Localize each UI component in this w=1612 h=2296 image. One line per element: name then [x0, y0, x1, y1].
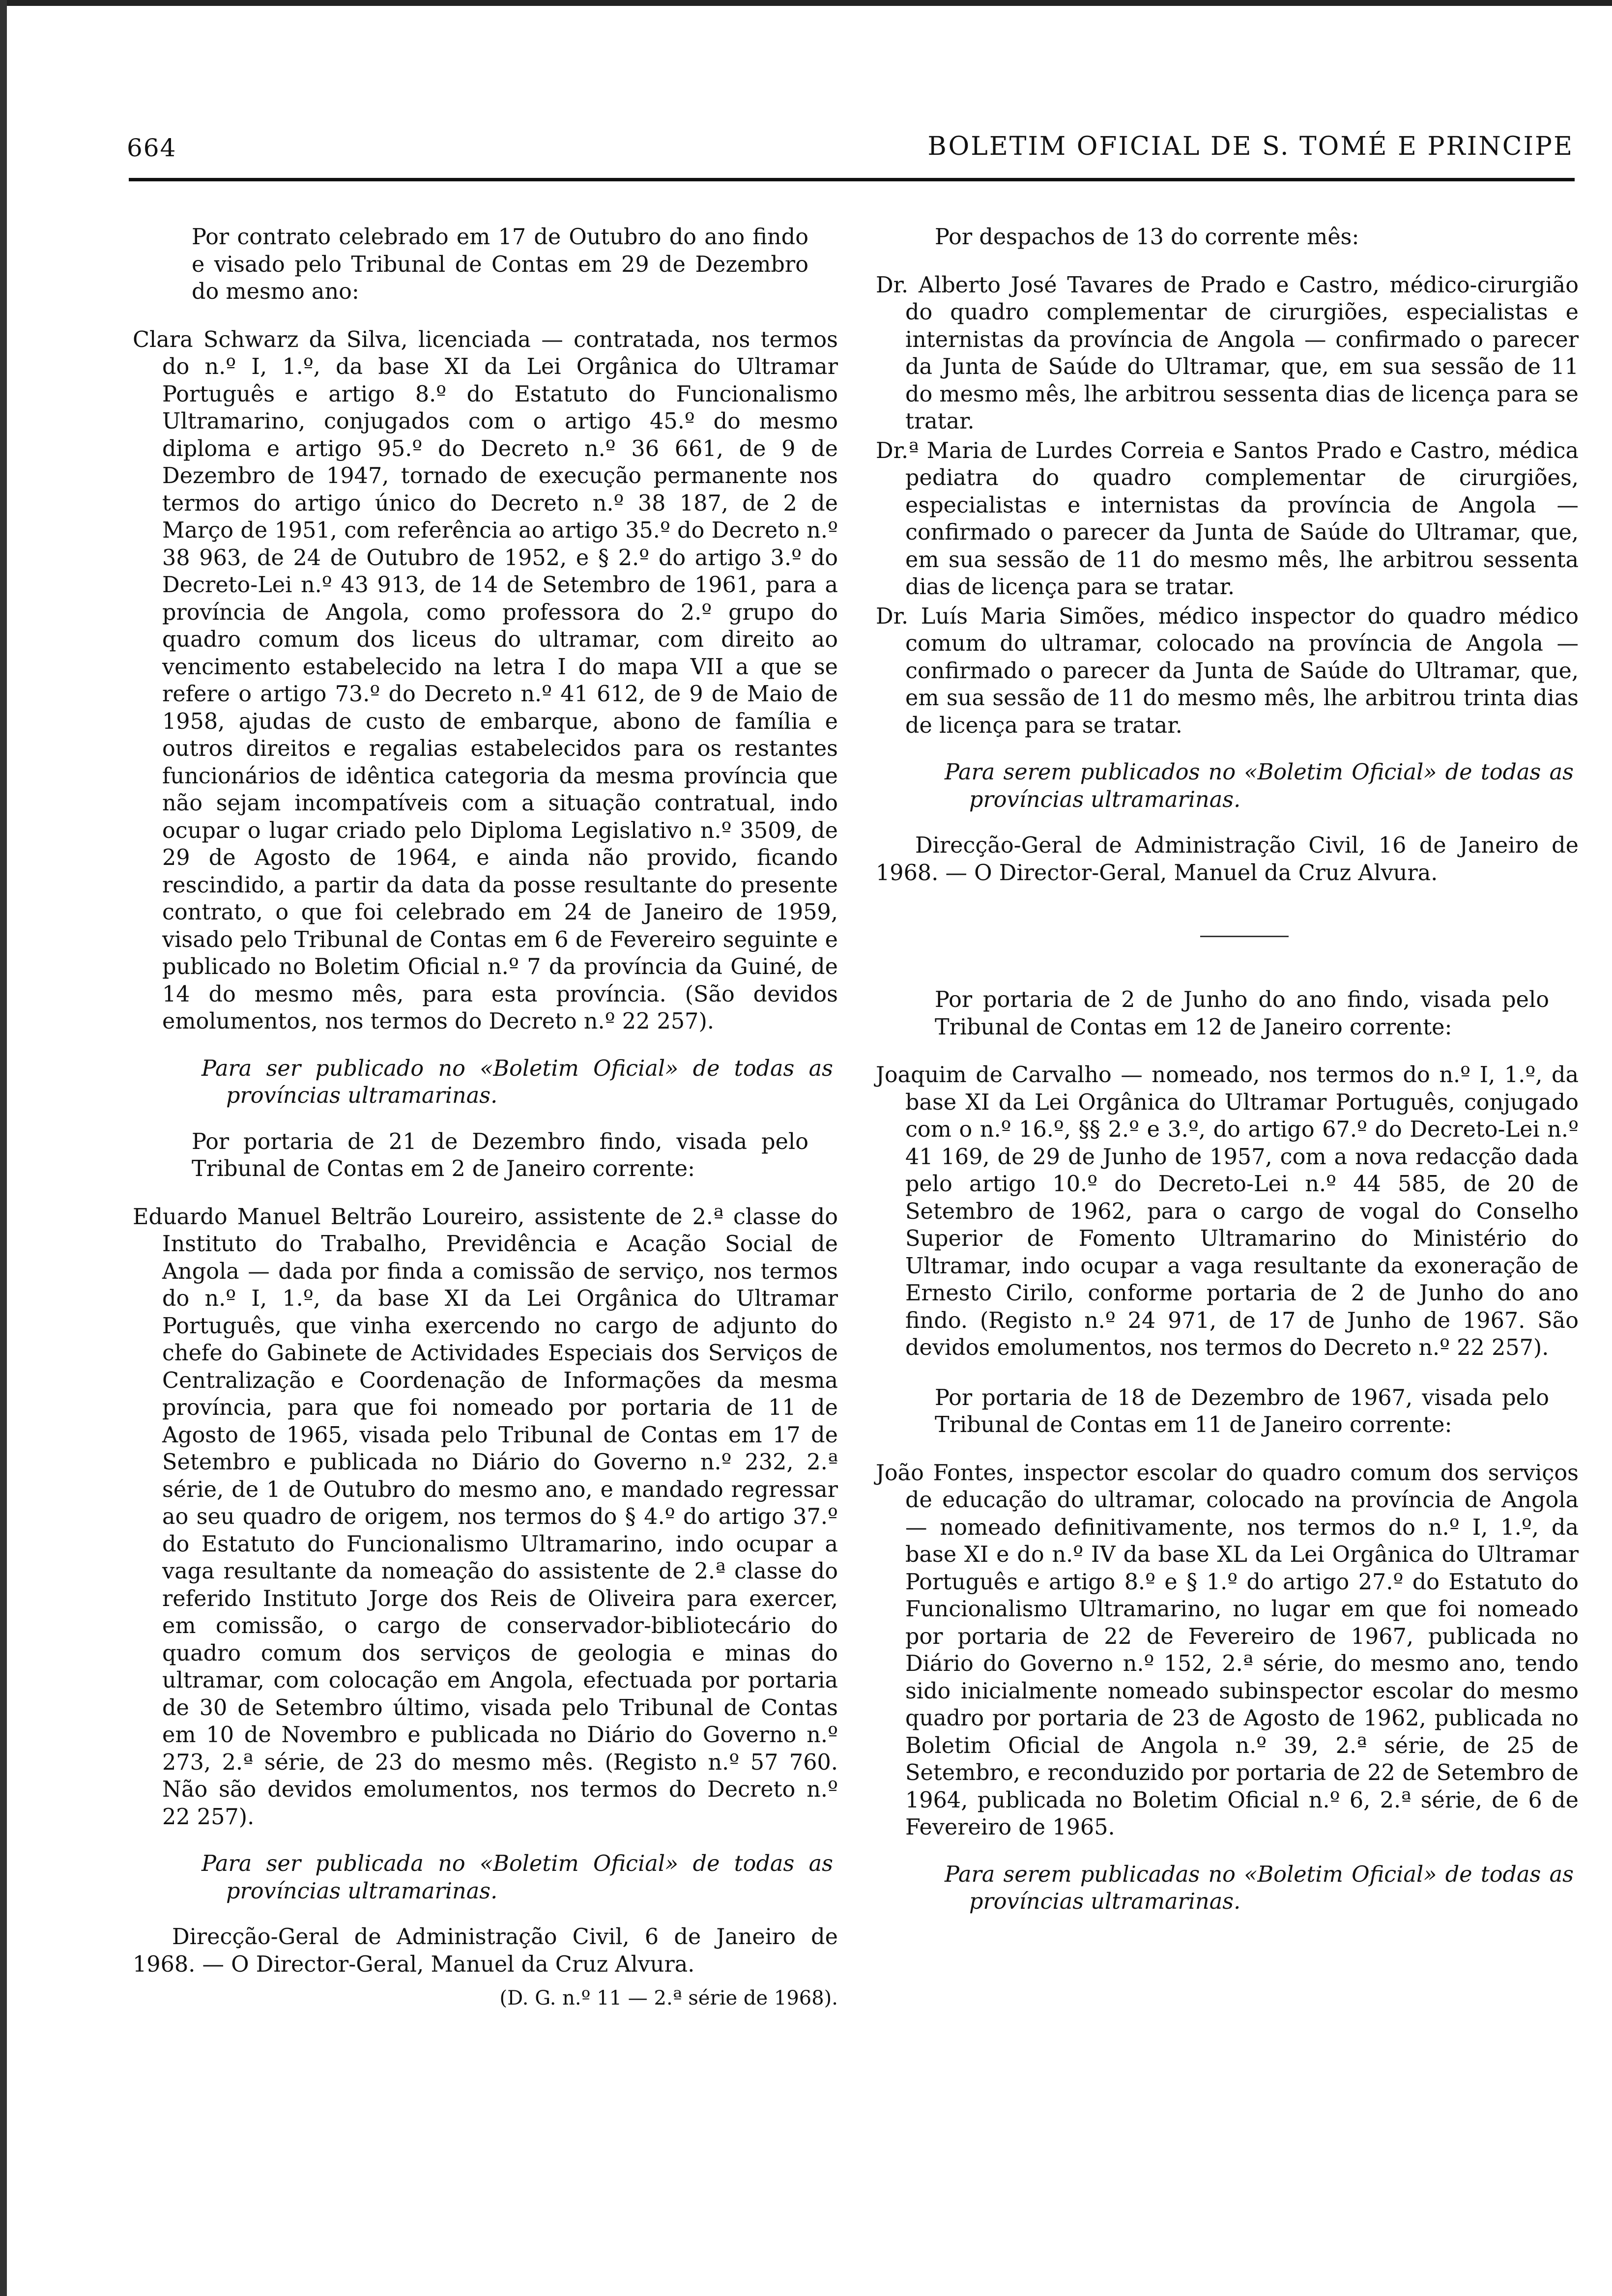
entry-eduardo-loureiro: Eduardo Manuel Beltrão Loureiro, assistente de 2.ª classe do Instituto do Trabalho, Previdência e Acação Social de Angola — dada por finda a comissão de serviço, nos termos do n.º I, 1.º, da base XI da Lei Orgânica do Ultramar Português, que vinha exercendo no cargo de adjunto do chefe do Gabinete de Actividades Especiais dos Serviços de Centralização e Coordenação de Informações da mesma província, para que foi nomeado por portaria de 11 de Agosto de 1965, visada pelo Tribunal de Contas em 17 de Setembro e publicada no Diário do Governo n.º 232, 2.ª série, de 1 de Outubro do mesmo ano, e mandado regressar ao seu quadro de origem, nos termos do § 4.º do artigo 37.º do Estatuto do Funcionalismo Ultramarino, indo ocupar a vaga resultante da nomeação do assistente de 2.ª classe do referido Instituto Jorge dos Reis de Oliveira para exercer, em comissão, o cargo de conservador-bibliotecário do quadro comum dos serviços de geologia e minas do ultramar, com colocação em Angola, efectuada por portaria de 30 de Setembro último, visada pelo Tribunal de Contas em 10 de Novembro e publicada no Diário do Governo n.º 273, 2.ª série, de 23 do mesmo mês. (Registo n.º 57 760. Não são devidos emolumentos, nos termos do Decreto n.º 22 257).: [133, 1204, 838, 1830]
right-column: [876, 224, 1579, 1934]
header-rule: [129, 178, 1575, 181]
publication-note: Para ser publicado no «Boletim Oficial» de todas as províncias ultramarinas.: [202, 1056, 833, 1108]
entry-maria-lurdes: Dr.ª Maria de Lurdes Correia e Santos Prado e Castro, médica pediatra do quadro complementar de cirurgiões, especialistas e internistas da província de Angola — confirmado o parecer da Junta de Saúde do Ultramar, que, em sua sessão de 11 do mesmo mês, lhe arbitrou sessenta dias de licença para se tratar.: [876, 438, 1579, 600]
intro-contract: Por contrato celebrado em 17 de Outubro do ano findo e visado pelo Tribunal de Contas em 29 de Dezembro do mesmo ano:: [192, 225, 808, 304]
left-column: [133, 224, 838, 2012]
source-reference: (D. G. n.º 11 — 2.ª série de 1968).: [499, 1987, 838, 2009]
entry-joaquim-carvalho: Joaquim de Carvalho — nomeado, nos termos do n.º I, 1.º, da base XI da Lei Orgânica do Ultramar Português, conjugado com o n.º 16.º, §§ 2.º e 3.º, do artigo 67.º do Decreto-Lei n.º 41 169, de 29 de Junho de 1957, com a nova redacção dada pelo artigo 10.º do Decreto-Lei n.º 44 585, de 20 de Setembro de 1962, para o cargo de vogal do Conselho Superior de Fomento Ultramarino do Ministério do Ultramar, indo ocupar a vaga resultante da exoneração de Ernesto Cirilo, conforme portaria de 2 de Junho do ano findo. (Registo n.º 24 971, de 17 de Junho de 1967. São devidos emolumentos, nos termos do Decreto n.º 22 257).: [876, 1062, 1579, 1360]
page-number: 664: [127, 134, 177, 162]
signature-block: Direcção-Geral de Administração Civil, 6 de Janeiro de 1968. — O Director-Geral, Manuel da Cruz Alvura.: [133, 1924, 838, 1977]
entry-clara-schwarz: Clara Schwarz da Silva, licenciada — contratada, nos termos do n.º I, 1.º, da base XI da Lei Orgânica do Ultramar Português e artigo 8.º do Estatuto do Funcionalismo Ultramarino, conjugados com o artigo 45.º do mesmo diploma e artigo 95.º do Decreto n.º 36 661, de 9 de Dezembro de 1947, tornado de execução permanente nos termos do artigo único do Decreto n.º 38 187, de 2 de Março de 1951, com referência ao artigo 35.º do Decreto n.º 38 963, de 24 de Outubro de 1952, e § 2.º do artigo 3.º do Decreto-Lei n.º 43 913, de 14 de Setembro de 1961, para a província de Angola, como professora do 2.º grupo do quadro comum dos liceus do ultramar, com direito ao vencimento estabelecido na letra I do mapa VII a que se refere o artigo 73.º do Decreto n.º 41 612, de 9 de Maio de 1958, ajudas de custo de embarque, abono de família e outros direitos e regalias estabelecidos para os restantes funcionários de idêntica categoria da mesma província que não sejam incompatíveis com a situação contratual, indo ocupar o lugar criado pelo Diploma Legislativo n.º 3509, de 29 de Agosto de 1964, e ainda não provido, ficando rescindido, a partir da data da posse resultante do presente contrato, o que foi celebrado em 24 de Janeiro de 1959, visado pelo Tribunal de Contas em 6 de Fevereiro seguinte e publicado no Boletim Oficial n.º 7 da província da Guiné, de 14 do mesmo mês, para esta província. (São devidos emolumentos, nos termos do Decreto n.º 22 257).: [133, 327, 838, 1034]
intro-portaria-dezembro: Por portaria de 21 de Dezembro findo, visada pelo Tribunal de Contas em 2 de Janeiro corrente:: [192, 1129, 808, 1181]
entry-luis-simoes: Dr. Luís Maria Simões, médico inspector do quadro médico comum do ultramar, colocado na província de Angola — confirmado o parecer da Junta de Saúde do Ultramar, que, em sua sessão de 11 do mesmo mês, lhe arbitrou trinta dias de licença para se tratar.: [876, 603, 1579, 738]
signature-block: Direcção-Geral de Administração Civil, 16 de Janeiro de 1968. — O Director-Geral, Manuel da Cruz Alvura.: [876, 833, 1579, 886]
intro-portaria-junho: Por portaria de 2 de Junho do ano findo, visada pelo Tribunal de Contas em 12 de Janeiro corrente:: [935, 987, 1549, 1040]
running-title: BOLETIM OFICIAL DE S. TOMÉ E PRINCIPE: [927, 132, 1574, 161]
intro-despachos: Por despachos de 13 do corrente mês:: [935, 225, 1359, 250]
page-frame-top: [7, 0, 1612, 6]
intro-portaria-dezembro-1967: Por portaria de 18 de Dezembro de 1967, visada pelo Tribunal de Contas em 11 de Janeiro corrente:: [935, 1385, 1549, 1437]
entry-joao-fontes: João Fontes, inspector escolar do quadro comum dos serviços de educação do ultramar, colocado na província de Angola — nomeado definitivamente, nos termos do n.º I, 1.º, da base XI e do n.º IV da base XL da Lei Orgânica do Ultramar Português e artigo 8.º e § 1.º do artigo 27.º do Estatuto do Funcionalismo Ultramarino, no lugar em que foi nomeado por portaria de 22 de Fevereiro de 1967, publicada no Diário do Governo n.º 152, 2.ª série, do mesmo ano, tendo sido inicialmente nomeado subinspector escolar do mesmo quadro por portaria de 23 de Agosto de 1962, publicada no Boletim Oficial de Angola n.º 39, 2.ª série, de 25 de Setembro, e reconduzido por portaria de 22 de Setembro de 1964, publicada no Boletim Oficial n.º 6, 2.ª série, de 6 de Fevereiro de 1965.: [876, 1460, 1579, 1840]
publication-note: Para serem publicados no «Boletim Oficial» de todas as províncias ultramarinas.: [945, 760, 1574, 812]
entry-alberto-castro: Dr. Alberto José Tavares de Prado e Castro, médico-cirurgião do quadro complementar de cirurgiões, especialistas e internistas da província de Angola — confirmado o parecer da Junta de Saúde do Ultramar, que, em sua sessão de 11 do mesmo mês, lhe arbitrou sessenta dias de licença para se tratar.: [876, 272, 1579, 434]
publication-note: Para ser publicada no «Boletim Oficial» de todas as províncias ultramarinas.: [202, 1851, 833, 1904]
publication-note: Para serem publicadas no «Boletim Oficial» de todas as províncias ultramarinas.: [945, 1862, 1574, 1914]
page-frame-left: [0, 0, 7, 2296]
section-separator: [1200, 936, 1289, 937]
